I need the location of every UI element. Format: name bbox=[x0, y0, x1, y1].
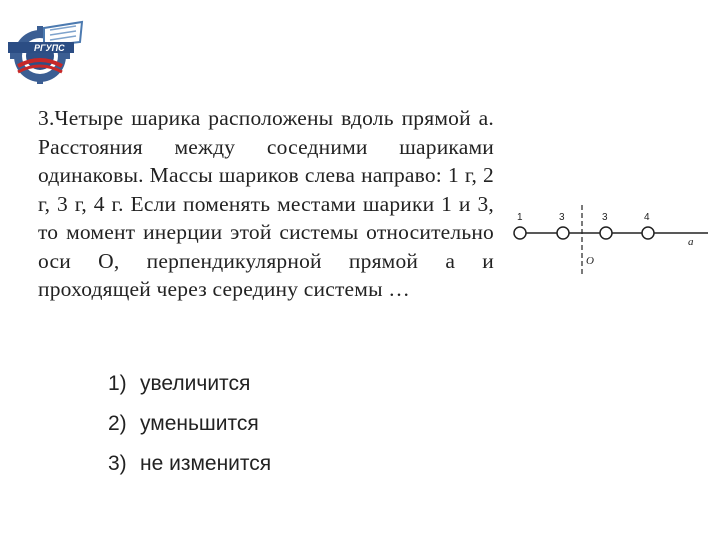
answer-option[interactable] bbox=[108, 412, 271, 452]
ball-label-4: 4 bbox=[644, 212, 650, 223]
answer-text: увеличится bbox=[140, 372, 251, 395]
answer-text: уменьшится bbox=[140, 412, 259, 435]
answer-list bbox=[108, 372, 271, 492]
ball-2 bbox=[557, 227, 569, 239]
ball-label-3: 3 bbox=[602, 212, 608, 223]
problem-text: 3.Четыре шарика расположены вдоль прямой а. Расстояния между соседними шариками одинаковы. Массы шариков слева направо: 1 г, 2 г, 3 г, 4 г. Если поменять местами шарики 1 и 3, то момент инерции этой системы относительно оси О, перпендикулярной прямой а и проходящей через середину системы … bbox=[38, 106, 494, 301]
answer-number: 3) bbox=[108, 452, 127, 475]
axis-label: О bbox=[586, 255, 594, 267]
ball-diagram bbox=[508, 200, 718, 280]
line-label: a bbox=[688, 236, 694, 248]
logo-text: РГУПС bbox=[34, 43, 65, 53]
ball-1 bbox=[514, 227, 526, 239]
answer-number: 1) bbox=[108, 372, 127, 395]
answer-option[interactable] bbox=[108, 452, 271, 492]
university-logo bbox=[0, 8, 90, 88]
ball-label-1: 1 bbox=[517, 212, 523, 223]
answer-option[interactable] bbox=[108, 372, 271, 412]
ball-3 bbox=[600, 227, 612, 239]
answer-number: 2) bbox=[108, 412, 127, 435]
ball-4 bbox=[642, 227, 654, 239]
answer-text: не изменится bbox=[140, 452, 272, 475]
ball-label-2: 3 bbox=[559, 212, 565, 223]
